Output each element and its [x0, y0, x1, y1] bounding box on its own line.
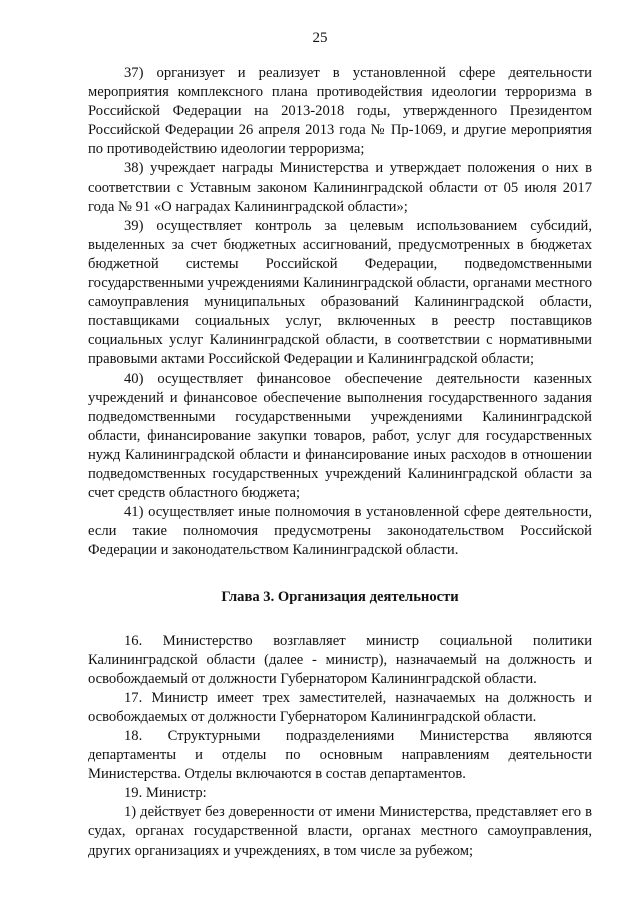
paragraph-item-41: 41) осуществляет иные полномочия в установленной сфере деятельности, если такие полномочия предусмотрены законодательством Российской Федерации и законодательством Калининградской области.	[88, 504, 592, 559]
document-body	[88, 64, 592, 861]
paragraph-item-37: 37) организует и реализует в установленной сфере деятельности мероприятия комплексного плана противодействия идеологии терроризма в Российской Федерации на 2013-2018 годы, утвержденного Президентом Российской Федерации 26 апреля 2013 года № Пр-1069, и другие мероприятия по противодействию идеологии терроризма;	[88, 65, 592, 158]
chapter-heading: Глава 3. Организация деятельности	[221, 589, 459, 606]
paragraph-item-40: 40) осуществляет финансовое обеспечение деятельности казенных учреждений и финансовое обеспечение выполнения государственного задания подведомственными государственными учреждениями Калининградской области, финансирование закупки товаров, работ, услуг для государственных нужд Калининградской области и финансирование иных расходов в отношении подведомственных государственных учреждений Калининградской области за счет средств областного бюджета;	[88, 370, 592, 502]
paragraph-item-38: 38) учреждает награды Министерства и утверждает положения о них в соответствии с Уставным законом Калининградской области от 05 июля 2017 года № 91 «О наградах Калининградской области»;	[88, 160, 592, 215]
paragraph-section-19-item-1: 1) действует без доверенности от имени Министерства, представляет его в судах, органах государственной власти, органах местного самоуправления, других организациях и учреждениях, в том числе за рубежом;	[88, 804, 592, 859]
paragraph-section-19: 19. Министр:	[124, 785, 207, 802]
paragraph-item-39: 39) осуществляет контроль за целевым использованием субсидий, выделенных за счет бюджетных ассигнований, предусмотренных в бюджетах бюджетной системы Российской Федерации, подведомственными государственными учреждениями Калининградской области, органами местного самоуправления муниципальных образований Калининградской области, поставщиками социальных услуг, включенных в реестр поставщиков социальных услуг Калининградской области, в соответствии с нормативными правовыми актами Российской Федерации и Калининградской области;	[88, 217, 592, 368]
paragraph-section-16: 16. Министерство возглавляет министр социальной политики Калининградской области (далее - министр), назначаемый на должность и освобождаемый от должности Губернатором Калининградской области.	[88, 632, 592, 687]
paragraph-section-17: 17. Министр имеет трех заместителей, назначаемых на должность и освобождаемых от должности Губернатором Калининградской области.	[88, 689, 592, 725]
page-number: 25	[312, 30, 328, 46]
paragraph-section-18: 18. Структурными подразделениями Министерства являются департаменты и отделы по основным направлениям деятельности Министерства. Отделы включаются в состав департаментов.	[88, 728, 592, 783]
